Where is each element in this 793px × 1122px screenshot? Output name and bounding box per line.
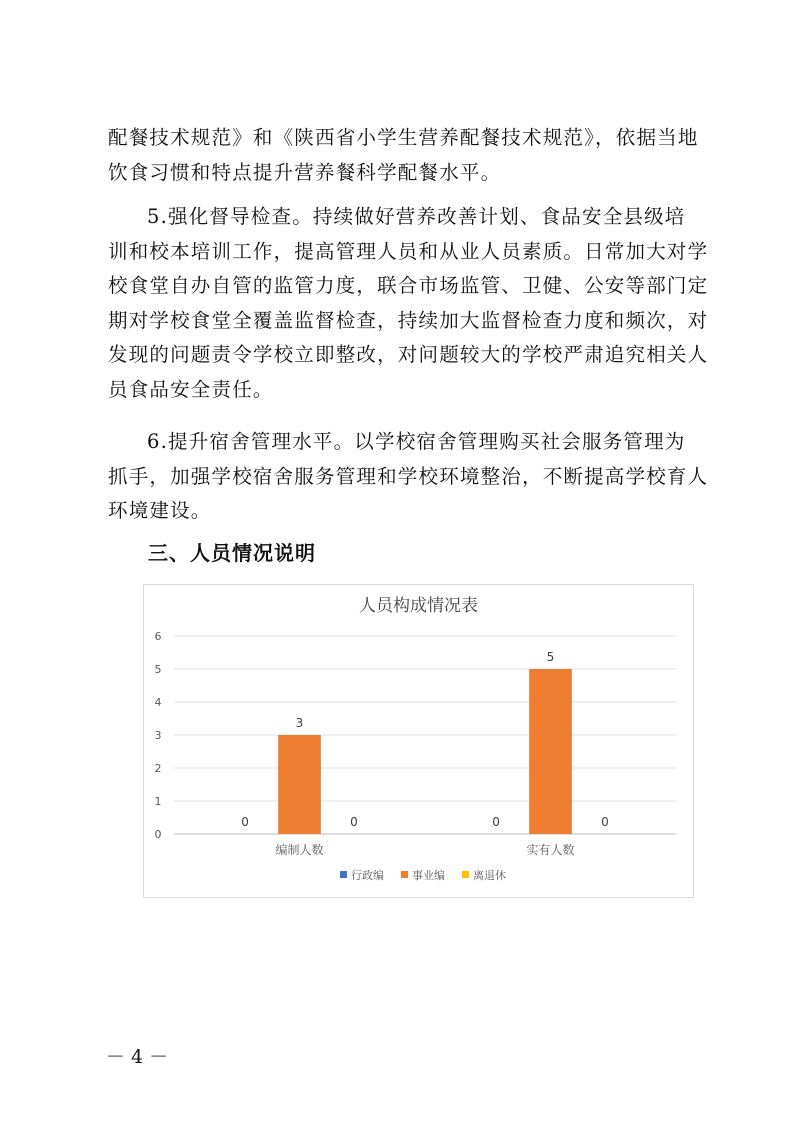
gridlines [174, 636, 676, 834]
legend-swatch [340, 871, 347, 878]
data-label: 3 [295, 716, 304, 730]
text-line: 配餐技术规范》和《陕西省小学生营养配餐技术规范》，依据当地 [108, 126, 699, 149]
data-label: 0 [601, 815, 609, 829]
text-line: 训和校本培训工作，提高管理人员和从业人员素质。日常加大对学 [108, 239, 709, 263]
legend-swatch [462, 871, 469, 878]
y-tick-label: 3 [154, 729, 162, 742]
chart-canvas [144, 585, 693, 897]
y-tick-label: 5 [154, 663, 162, 676]
paragraph-dormitory [108, 425, 709, 529]
text-line: 环境建设。 [108, 499, 212, 522]
y-tick-label: 2 [154, 762, 162, 775]
legend-label: 行政编 [351, 869, 384, 882]
x-axis [275, 842, 574, 857]
data-label: 0 [350, 815, 358, 829]
text-line: 6.提升宿舍管理水平。以学校宿舍管理购买社会服务管理为 [147, 430, 686, 453]
data-label: 0 [492, 815, 500, 829]
text-line: 发现的问题责令学校立即整改，对问题较大的学校严肃追究相关人 [108, 343, 709, 366]
x-tick-label: 编制人数 [275, 843, 324, 857]
data-label: 5 [546, 650, 555, 664]
text-line: 抓手，加强学校宿舍服务管理和学校环境整治，不断提高学校育人 [108, 464, 709, 488]
text-line: 饮食习惯和特点提升营养餐科学配餐水平。 [108, 160, 502, 184]
paragraph-catering-standards [108, 121, 699, 190]
text-line: 期对学校食堂全覆盖监督检查，持续加大监督检查力度和频次，对 [108, 308, 709, 332]
legend-label: 离退休 [473, 869, 506, 882]
page-number: － 4 － [106, 1046, 169, 1068]
bar-事业编 [529, 669, 572, 834]
section-heading: 三、人员情况说明 [148, 541, 316, 565]
y-tick-label: 4 [154, 696, 162, 709]
y-tick-label: 1 [154, 795, 162, 808]
paragraph-supervision [108, 200, 709, 407]
chart-legend [340, 868, 506, 882]
x-tick-label: 实有人数 [526, 843, 575, 857]
text-line: 5.强化督导检查。持续做好营养改善计划、食品安全县级培 [147, 205, 686, 228]
chart-title: 人员构成情况表 [359, 596, 478, 616]
text-line: 员食品安全责任。 [108, 377, 274, 401]
bar-事业编 [278, 735, 321, 834]
legend-swatch [401, 871, 408, 878]
y-axis [155, 630, 162, 841]
data-label: 0 [241, 815, 249, 829]
y-tick-label: 0 [154, 828, 162, 841]
y-tick-label: 6 [154, 630, 162, 643]
staff-composition-chart [143, 584, 694, 898]
legend-label: 事业编 [412, 869, 445, 882]
text-line: 校食堂自办自管的监管力度，联合市场监管、卫健、公安等部门定 [108, 274, 709, 297]
bars [278, 669, 572, 834]
